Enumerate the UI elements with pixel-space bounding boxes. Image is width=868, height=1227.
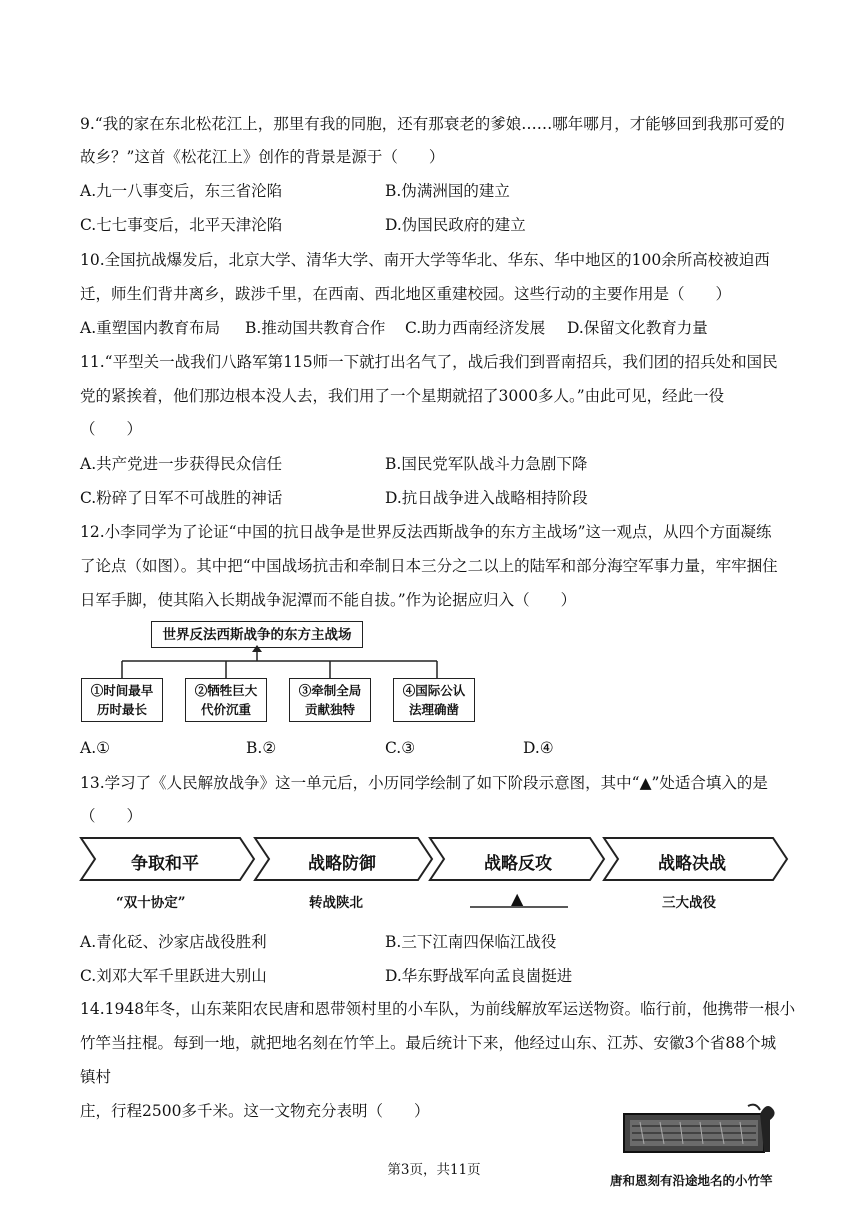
q11-option-c: C.粉碎了日军不可战胜的神话 xyxy=(80,489,283,507)
stage-2-event: 转战陕北 xyxy=(309,895,363,911)
stage-3-label: 战略反攻 xyxy=(484,854,552,874)
q9-stem-line1: 9.“我的家在东北松花江上，那里有我的同胞，还有那衰老的爹娘……哪年哪月，才能够回到我那可爱的 xyxy=(80,115,785,133)
q11-stem-line1: 11.“平型关一战我们八路军第115师一下就打出名气了，战后我们到晋南招兵，我们团的招兵处和国民 xyxy=(80,353,778,371)
q9-option-c: C.七七事变后，北平天津沦陷 xyxy=(80,216,283,234)
diagram-main-claim: 世界反法西斯战争的东方主战场 xyxy=(151,621,363,648)
q11-stem-line3: （ ） xyxy=(80,420,143,438)
diagram-point-2: ②牺牲巨大 代价沉重 xyxy=(185,678,267,722)
q9-option-d: D.伪国民政府的建立 xyxy=(385,216,526,234)
q13-stem-line1: 13.学习了《人民解放战争》这一单元后，小历同学绘制了如下阶段示意图，其中“▲”处适合填入的是 xyxy=(80,774,768,792)
q12-option-c: C.③ xyxy=(385,739,416,757)
bamboo-pole-image xyxy=(620,1100,788,1162)
q14-stem-line3: 镇村 xyxy=(80,1068,112,1086)
stage-2-label: 战略防御 xyxy=(308,854,376,874)
diagram-point-3: ③牵制全局 贡献独特 xyxy=(289,678,371,722)
q11-stem-line2: 党的紧挨着，他们那边根本没人去，我们用了一个星期就招了3000多人。”由此可见，经此一役 xyxy=(80,387,725,405)
page-footer: 第3页，共11页 xyxy=(387,1162,481,1178)
q13-option-d: D.华东野战军向孟良崮挺进 xyxy=(385,967,573,985)
q12-stem-line2: 了论点（如图）。其中把“中国战场抗击和牵制日本三分之二以上的陆军和部分海空军事力量，牢牢捆住 xyxy=(80,557,778,575)
q12-option-a: A.① xyxy=(80,739,111,757)
q10-stem-line1: 10.全国抗战爆发后，北京大学、清华大学、南开大学等华北、华东、华中地区的100余所高校被迫西 xyxy=(80,251,770,269)
q12-option-d: D.④ xyxy=(523,739,554,757)
q10-option-c: C.助力西南经济发展 xyxy=(405,319,546,337)
q11-option-b: B.国民党军队战斗力急剧下降 xyxy=(385,455,588,473)
bamboo-pole-caption: 唐和恩刻有沿途地名的小竹竿 xyxy=(610,1173,773,1188)
q9-option-a: A.九一八事变后，东三省沦陷 xyxy=(80,182,283,200)
q12-option-b: B.② xyxy=(246,739,277,757)
q11-option-d: D.抗日战争进入战略相持阶段 xyxy=(385,489,588,507)
q9-option-b: B.伪满洲国的建立 xyxy=(385,182,510,200)
diagram-point-1: ①时间最早 历时最长 xyxy=(81,678,163,722)
q14-stem-line4: 庄，行程2500多千米。这一文物充分表明（ ） xyxy=(80,1102,430,1120)
q14-stem-line1: 14.1948年冬，山东莱阳农民唐和恩带领村里的小车队，为前线解放军运送物资。临行前，他携带一根小 xyxy=(80,1000,796,1018)
q12-stem-line1: 12.小李同学为了论证“中国的抗日战争是世界反法西斯战争的东方主战场”这一观点，从四个方面凝练 xyxy=(80,523,772,541)
q11-option-a: A.共产党进一步获得民众信任 xyxy=(80,455,283,473)
q10-stem-line2: 迁，师生们背井离乡，跋涉千里，在西南、西北地区重建校园。这些行动的主要作用是（ ） xyxy=(80,285,732,303)
stage-3-blank-triangle: ▲ xyxy=(511,889,524,908)
q12-stem-line3: 日军手脚，使其陷入长期战争泥潭而不能自拔。”作为论据应归入（ ） xyxy=(80,591,577,609)
q10-option-b: B.推动国共教育合作 xyxy=(245,319,386,337)
stage-4-label: 战略决战 xyxy=(658,854,726,874)
q13-option-a: A.青化砭、沙家店战役胜利 xyxy=(80,933,267,951)
q13-stem-line2: （ ） xyxy=(80,807,143,825)
q10-option-a: A.重塑国内教育布局 xyxy=(80,319,221,337)
stage-1-label: 争取和平 xyxy=(131,854,199,874)
q10-option-d: D.保留文化教育力量 xyxy=(567,319,708,337)
q13-option-c: C.刘邓大军千里跃进大别山 xyxy=(80,967,267,985)
q9-stem-line2: 故乡？”这首《松花江上》创作的背景是源于（ ） xyxy=(80,148,445,166)
q13-option-b: B.三下江南四保临江战役 xyxy=(385,933,557,951)
stage-4-event: 三大战役 xyxy=(662,895,716,911)
diagram-point-4: ④国际公认 法理确凿 xyxy=(393,678,475,722)
stage-1-event: “双十协定” xyxy=(116,895,186,911)
q14-stem-line2: 竹竿当拄棍。每到一地，就把地名刻在竹竿上。最后统计下来，他经过山东、江苏、安徽3个省88个城 xyxy=(80,1034,777,1052)
